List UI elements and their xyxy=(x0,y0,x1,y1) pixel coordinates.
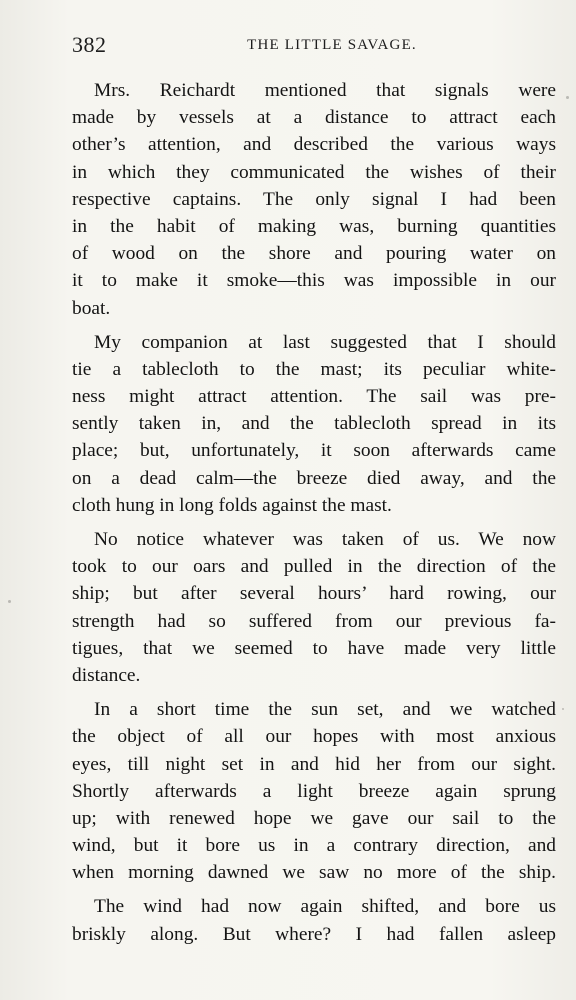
paragraph-gap xyxy=(72,886,556,893)
paragraph xyxy=(72,329,556,519)
text-line: place; but, unfortunately, it soon afterwards came xyxy=(72,440,556,462)
text-line: strength had so suffered from our previous fa- xyxy=(72,610,556,632)
text-line: the object of all our hopes with most anxious xyxy=(72,726,556,748)
text-line: ness might attract attention. The sail was pre- xyxy=(72,386,556,408)
text-line: other’s attention, and described the various ways xyxy=(72,134,556,156)
text-line: of wood on the shore and pouring water on xyxy=(72,243,556,265)
text-line: it to make it smoke—this was impossible in our xyxy=(72,270,556,292)
text-line: No notice whatever was taken of us. We now xyxy=(94,529,556,550)
text-line: in which they communicated the wishes of their xyxy=(72,161,556,183)
text-line: up; with renewed hope we gave our sail to the xyxy=(72,807,556,829)
text-line: took to our oars and pulled in the direction of the xyxy=(72,556,556,578)
text-line: Mrs. Reichardt mentioned that signals were xyxy=(94,80,556,101)
paragraph-gap xyxy=(72,519,556,526)
paper-speck xyxy=(8,600,11,603)
body-text xyxy=(72,77,556,948)
text-line: The wind had now again shifted, and bore us xyxy=(94,896,556,918)
text-line: tie a tablecloth to the mast; its peculiar white- xyxy=(72,358,556,380)
text-line: eyes, till night set in and hid her from our sight. xyxy=(72,753,556,775)
page-number: 382 xyxy=(72,32,107,57)
page-header xyxy=(72,30,556,64)
paragraph xyxy=(72,696,556,886)
text-line: briskly along. But where? I had fallen asleep xyxy=(72,923,556,945)
text-line: on a dead calm—the breeze died away, and the xyxy=(72,467,556,489)
paragraph xyxy=(72,77,556,322)
paper-speck xyxy=(562,708,564,710)
text-line: made by vessels at a distance to attract each xyxy=(72,107,556,129)
text-line: ship; but after several hours’ hard rowing, our xyxy=(72,583,556,605)
text-line: Shortly afterwards a light breeze again sprung xyxy=(72,780,556,802)
paragraph-gap xyxy=(72,689,556,696)
paragraph xyxy=(72,526,556,689)
text-line: sently taken in, and the tablecloth spread in its xyxy=(72,413,556,435)
text-line: In a short time the sun set, and we watched xyxy=(94,699,556,721)
text-line: distance. xyxy=(72,664,141,686)
paper-speck xyxy=(566,96,569,99)
text-line: tigues, that we seemed to have made very little xyxy=(72,637,556,659)
paragraph xyxy=(72,893,556,947)
text-line: wind, but it bore us in a contrary direction, and xyxy=(72,835,556,857)
text-line: cloth hung in long folds against the mast. xyxy=(72,494,392,516)
paragraph-gap xyxy=(72,322,556,329)
text-line: My companion at last suggested that I should xyxy=(94,331,556,353)
text-line: respective captains. The only signal I had been xyxy=(72,188,556,210)
running-head: THE LITTLE SAVAGE. xyxy=(247,37,417,53)
text-line: when morning dawned we saw no more of the ship. xyxy=(72,862,556,884)
text-line: boat. xyxy=(72,297,111,319)
text-line: in the habit of making was, burning quantities xyxy=(72,215,556,237)
